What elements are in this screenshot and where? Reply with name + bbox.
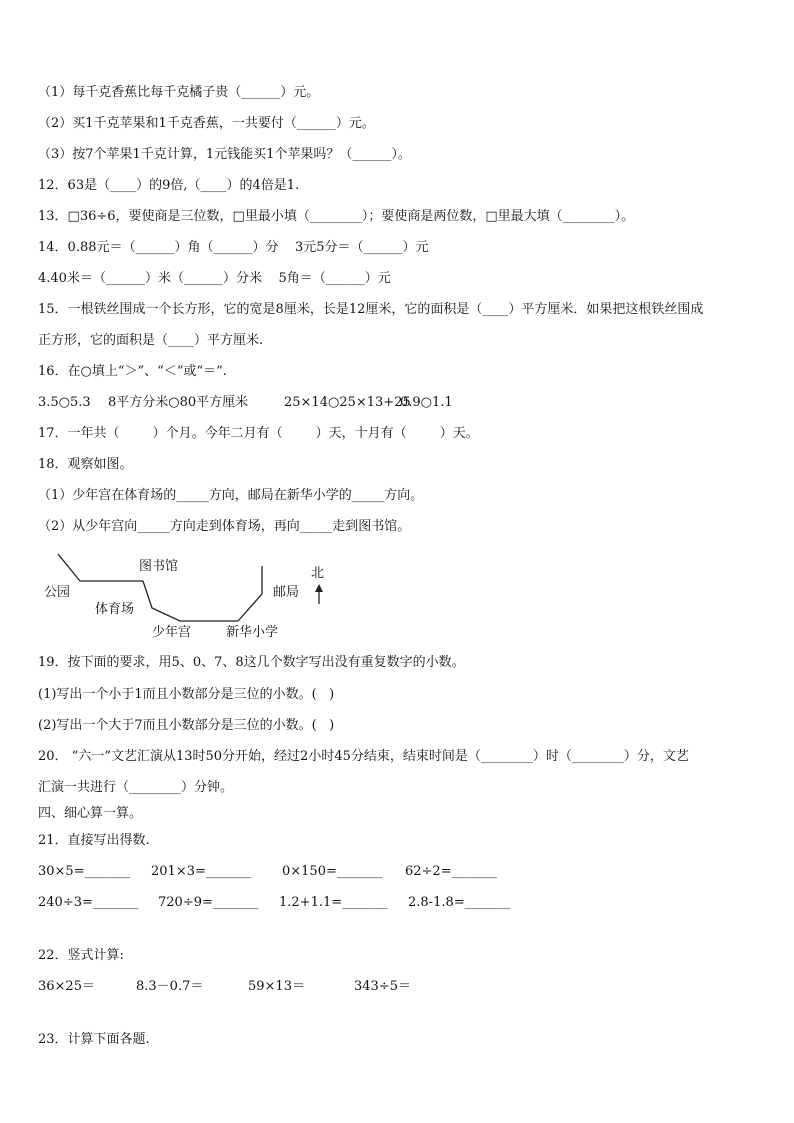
question-15-line-1: 15．一根铁丝围成一个长方形，它的宽是8厘米，长是12厘米，它的面积是（____）平方厘米．如果把这根铁丝围成 xyxy=(38,302,704,317)
question-14-line-1: 14．0.88元＝（______）角（______）分 3元5分＝（______）元 xyxy=(38,240,429,255)
question-19-part-1: (1)写出一个小于1而且小数部分是三位的小数。( ) xyxy=(38,687,335,702)
question-11-part-1: （1）每千克香蕉比每千克橘子贵（______）元。 xyxy=(38,85,320,100)
question-16: 16．在○填上“＞”、“＜”或“＝”. xyxy=(38,364,227,379)
library-label: 图书馆 xyxy=(139,559,179,574)
map-diagram xyxy=(38,548,338,648)
question-13: 13．□36÷6，要使商是三位数，□里最小填（________）；要使商是两位数，□里最大填（________）。 xyxy=(38,209,635,224)
question-23: 23．计算下面各题. xyxy=(38,1032,150,1047)
vertical-calc-item: 343÷5＝ xyxy=(354,979,411,994)
north-label: 北 xyxy=(311,566,325,581)
calc-item: 201×3=_______ xyxy=(151,864,252,879)
calc-item: 30×5=_______ xyxy=(38,864,131,879)
compare-item: 0.9○1.1 xyxy=(400,395,453,410)
calc-item: 720÷9=_______ xyxy=(158,895,259,910)
calc-item: 62÷2=_______ xyxy=(405,864,498,879)
compare-item: 25×14○25×13+25 xyxy=(284,395,411,410)
question-20-line-1: 20． “六一”文艺汇演从13时50分开始，经过2小时45分结束，结束时间是（________）时（________）分，文艺 xyxy=(38,749,689,764)
calc-item: 0×150=_______ xyxy=(282,864,383,879)
question-11-part-2: （2）买1千克苹果和1千克香蕉，一共要付（______）元。 xyxy=(38,116,375,131)
question-19-part-2: (2)写出一个大于7而且小数部分是三位的小数。( ) xyxy=(38,718,335,733)
question-22: 22．竖式计算: xyxy=(38,948,124,963)
question-21-row-1 xyxy=(38,863,497,881)
question-22-items xyxy=(38,978,411,996)
question-20-line-2: 汇演一共进行（________）分钟。 xyxy=(38,780,234,795)
compare-item: 8平方分米○80平方厘米 xyxy=(108,395,249,410)
question-15-line-2: 正方形，它的面积是（____）平方厘米. xyxy=(38,333,264,348)
vertical-calc-item: 59×13＝ xyxy=(248,979,305,994)
question-12: 12．63是（____）的9倍,（____）的4倍是1. xyxy=(38,178,300,193)
compare-item: 3.5○5.3 xyxy=(38,395,91,410)
youth-palace-label: 少年宫 xyxy=(152,625,192,640)
question-14-line-2: 4.40米＝（______）米（______）分米 5角＝（______）元 xyxy=(38,271,391,286)
calc-item: 1.2+1.1=_______ xyxy=(279,895,388,910)
question-16-items xyxy=(38,394,453,412)
question-18-part-1: （1）少年宫在体育场的_____方向，邮局在新华小学的_____方向。 xyxy=(38,488,424,503)
question-21-row-2 xyxy=(38,894,510,912)
question-19: 19．按下面的要求，用5、0、7、8这几个数字写出没有重复数字的小数。 xyxy=(38,655,465,670)
vertical-calc-item: 8.3－0.7＝ xyxy=(136,979,204,994)
stadium-label: 体育场 xyxy=(95,602,135,617)
calc-item: 2.8-1.8=_______ xyxy=(408,895,511,910)
park-label: 公园 xyxy=(44,585,71,600)
section-4-heading: 四、细心算一算。 xyxy=(38,806,143,821)
calc-item: 240÷3=_______ xyxy=(38,895,139,910)
post-office-label: 邮局 xyxy=(273,585,300,600)
vertical-calc-item: 36×25＝ xyxy=(38,979,95,994)
question-18: 18．观察如图。 xyxy=(38,457,133,472)
question-21: 21．直接写出得数. xyxy=(38,833,150,848)
question-11-part-3: （3）按7个苹果1千克计算，1元钱能买1个苹果吗？（______）。 xyxy=(38,147,411,162)
question-18-part-2: （2）从少年宫向_____方向走到体育场，再向_____走到图书馆。 xyxy=(38,519,411,534)
xinhua-school-label: 新华小学 xyxy=(226,625,279,640)
question-17: 17．一年共（ ）个月。今年二月有（ ）天，十月有（ ）天。 xyxy=(38,426,479,441)
